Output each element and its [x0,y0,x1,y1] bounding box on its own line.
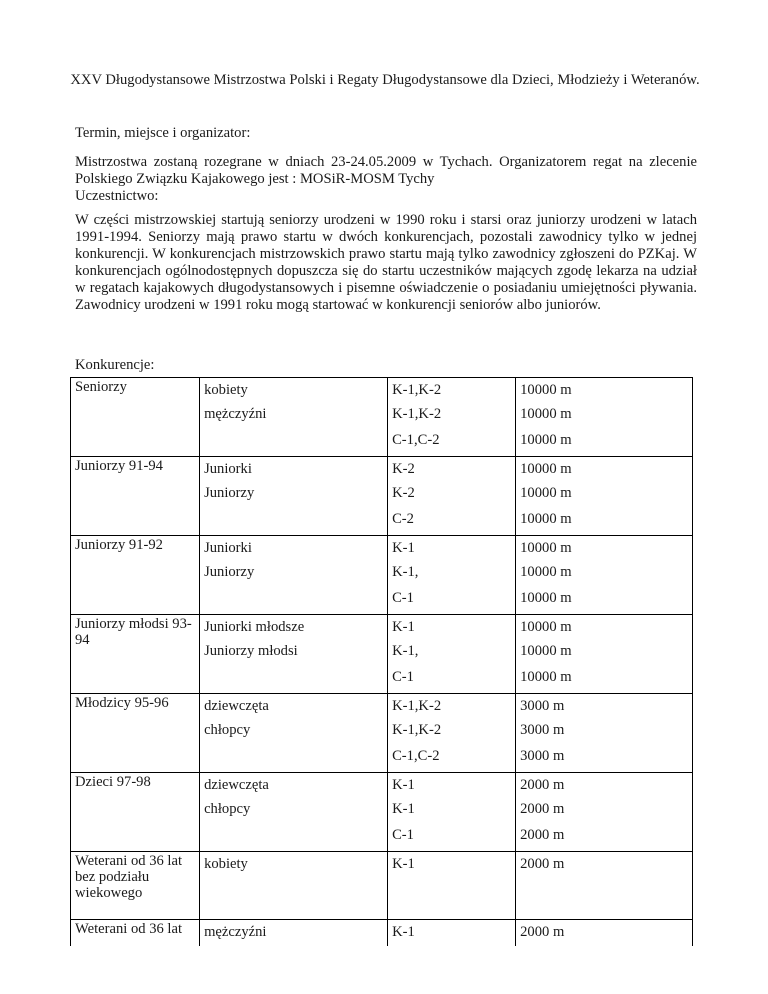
subcategory-cell [200,667,388,694]
table-row [71,920,693,947]
subcategory-cell [200,588,388,615]
subcategory-cell: Juniorki [200,457,388,484]
boat-class-cell: K-1,K-2 [388,378,516,405]
organizer-text: Mistrzostwa zostaną rozegrane w dniach 23-24.05.2009 w Tychach. Organizatorem regat na zlecenie Polskiego Związku Kajakowego jest : MOSiR-MOSM Tychy [75,154,697,187]
table-row [71,378,693,405]
subcategory-cell: chłopcy [200,799,388,825]
distance-cell: 10000 m [520,406,572,422]
distance-cell: 2000 m [520,924,565,940]
document-title: XXV Długodystansowe Mistrzostwa Polski i Regaty Długodystansowe dla Dzieci, Młodzieży i Weteranów. [70,72,700,88]
subcategory-cell: Juniorzy młodsi [200,641,388,667]
table-row [71,457,693,484]
paragraph-participation: W części mistrzowskiej startują seniorzy urodzeni w 1990 roku i starsi oraz juniorzy urodzeni w latach 1991-1994. Seniorzy mają prawo startu w dwóch konkurencjach, pozostali zawodnicy tylko w jednej konkurencji. W konkurencjach mistrzowskich prawo startu mają tylko zawodnicy zgłoszeni do PZKaj. W konkurencjach ogólnodostępnych dopuszcza się do startu uczestników mających zgodę lekarza na udział w regatach kajakowych długodystansowych i pisemne oświadczenie o posiadaniu umiejętności pływania. Zawodnicy urodzeni w 1991 roku mogą startować w konkurencji seniorów albo juniorów. [75,212,697,313]
distance-cell: 2000 m [520,777,565,793]
distance-cell: 10000 m [520,382,572,398]
boat-class-cell: C-1,C-2 [388,746,516,773]
table-row [71,536,693,563]
table-row [71,615,693,642]
boat-class-cell: K-1 [388,536,516,563]
distance-cell: 10000 m [520,432,572,448]
competitions-table [70,377,693,946]
category-cell: Młodzicy 95-96 [71,694,200,773]
subcategory-cell [200,430,388,457]
boat-class-cell: C-1 [388,667,516,694]
table-group [71,615,693,694]
boat-class-cell: K-1, [388,641,516,667]
category-cell: Weterani od 36 lat bez podziału wiekowego [71,852,200,920]
distance-cell: 10000 m [520,643,572,659]
subcategory-cell: kobiety [200,378,388,405]
table-group [71,536,693,615]
category-cell: Juniorzy 91-92 [71,536,200,615]
distance-cell: 10000 m [520,590,572,606]
subcategory-cell: Juniorzy [200,562,388,588]
category-cell: Juniorzy 91-94 [71,457,200,536]
distance-cell: 10000 m [520,564,572,580]
distance-cell: 10000 m [520,619,572,635]
boat-class-cell: K-1, [388,562,516,588]
boat-class-cell: K-1 [388,799,516,825]
table-group [71,920,693,947]
category-cell: Seniorzy [71,378,200,457]
table-group [71,378,693,457]
table-row [71,773,693,800]
boat-class-cell: K-1 [388,852,516,920]
boat-class-cell: K-1 [388,773,516,800]
distance-cell: 10000 m [520,485,572,501]
table-row [71,852,693,920]
distance-cell: 2000 m [520,801,565,817]
subcategory-cell [200,825,388,852]
distance-cell: 3000 m [520,748,565,764]
subcategory-cell [200,746,388,773]
boat-class-cell: K-2 [388,457,516,484]
category-cell: Dzieci 97-98 [71,773,200,852]
distance-cell: 10000 m [520,511,572,527]
subcategory-cell: mężczyźni [200,920,388,947]
section-heading-competitions: Konkurencje: [75,357,155,373]
distance-cell: 10000 m [520,669,572,685]
participation-heading: Uczestnictwo: [75,188,159,204]
boat-class-cell: K-1,K-2 [388,404,516,430]
table-group [71,852,693,920]
subcategory-cell: dziewczęta [200,773,388,800]
boat-class-cell: C-1 [388,588,516,615]
subcategory-cell: Juniorki młodsze [200,615,388,642]
boat-class-cell: K-2 [388,483,516,509]
subcategory-cell: dziewczęta [200,694,388,721]
subcategory-cell: Juniorki [200,536,388,563]
table-group [71,457,693,536]
distance-cell: 10000 m [520,461,572,477]
distance-cell: 2000 m [520,827,565,843]
boat-class-cell: K-1 [388,920,516,947]
boat-class-cell: C-2 [388,509,516,536]
category-cell: Juniorzy młodsi 93-94 [71,615,200,694]
table-row [71,694,693,721]
table-group [71,694,693,773]
boat-class-cell: K-1,K-2 [388,694,516,721]
paragraph-organizer [75,154,697,205]
subcategory-cell: chłopcy [200,720,388,746]
distance-cell: 3000 m [520,698,565,714]
subcategory-cell: mężczyźni [200,404,388,430]
subcategory-cell [200,509,388,536]
boat-class-cell: C-1,C-2 [388,430,516,457]
section-heading-terms: Termin, miejsce i organizator: [75,125,251,141]
category-cell: Weterani od 36 lat [71,920,200,947]
table-group [71,773,693,852]
boat-class-cell: K-1,K-2 [388,720,516,746]
subcategory-cell: Juniorzy [200,483,388,509]
distance-cell: 2000 m [520,856,565,872]
boat-class-cell: C-1 [388,825,516,852]
distance-cell: 10000 m [520,540,572,556]
distance-cell: 3000 m [520,722,565,738]
subcategory-cell: kobiety [200,852,388,920]
boat-class-cell: K-1 [388,615,516,642]
